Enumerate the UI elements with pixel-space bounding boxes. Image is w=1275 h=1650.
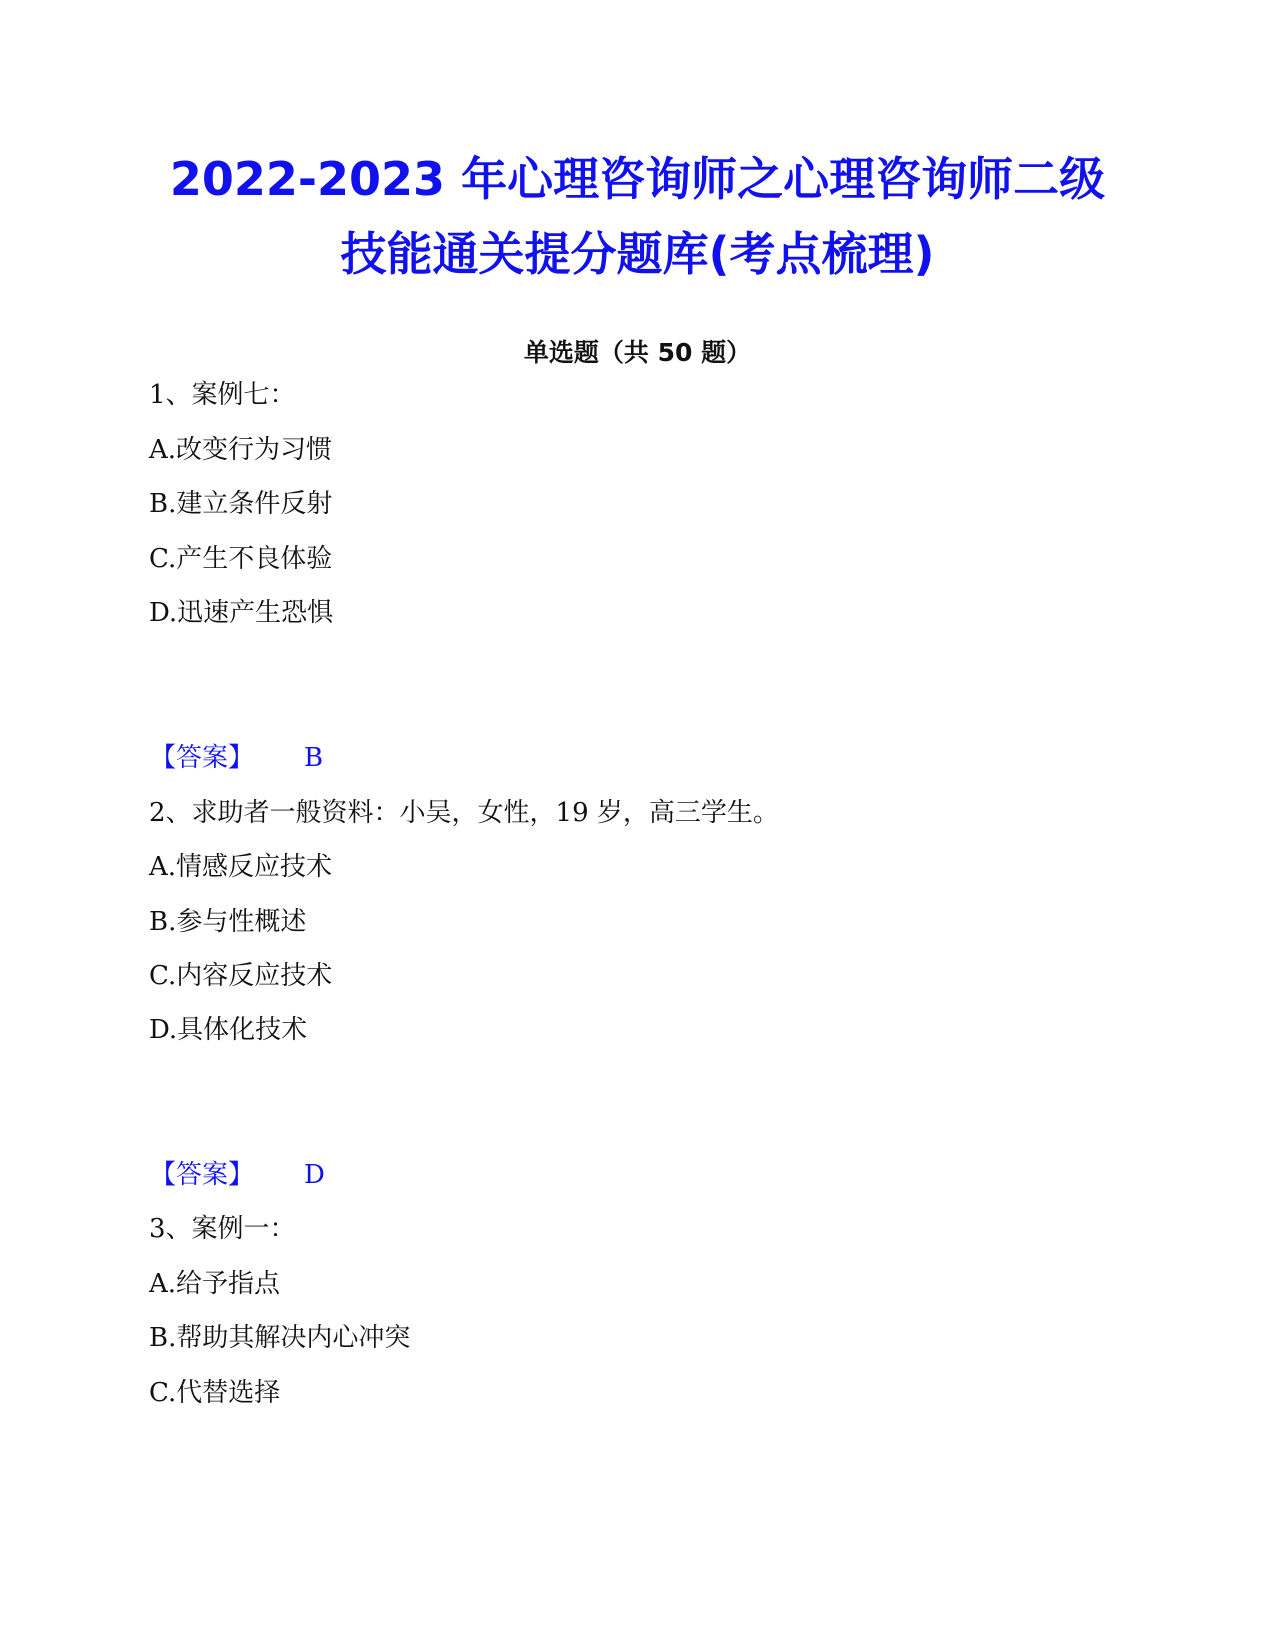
question-stem: 2、求助者一般资料：小吴，女性，19 岁，高三学生。 (149, 798, 779, 828)
question-option: A.情感反应技术 (149, 852, 333, 882)
answer-value: D (304, 1160, 325, 1190)
question-option: C.产生不良体验 (149, 544, 333, 574)
question-option: B.帮助其解决内心冲突 (149, 1323, 411, 1353)
question-option: C.内容反应技术 (149, 961, 333, 991)
answer-line (150, 1158, 325, 1192)
question-option: D.迅速产生恐惧 (149, 598, 334, 628)
question-option: B.参与性概述 (149, 907, 307, 937)
answer-label: 【答案】 (150, 743, 255, 773)
document-title-line2: 技能通关提分题库(考点梳理) (340, 227, 935, 281)
question-option: A.给予指点 (149, 1269, 281, 1299)
question-option: D.具体化技术 (149, 1015, 308, 1045)
answer-label: 【答案】 (150, 1160, 255, 1190)
question-stem: 3、案例一： (149, 1214, 296, 1244)
question-option: A.改变行为习惯 (149, 435, 333, 465)
document-title-line1: 2022-2023 年心理咨询师之心理咨询师二级 (169, 152, 1106, 206)
section-heading: 单选题（共 50 题） (523, 338, 752, 367)
question-option: C.代替选择 (149, 1378, 281, 1408)
answer-line (150, 741, 324, 775)
answer-value: B (304, 743, 324, 773)
question-stem: 1、案例七： (149, 380, 296, 410)
question-option: B.建立条件反射 (149, 489, 333, 519)
